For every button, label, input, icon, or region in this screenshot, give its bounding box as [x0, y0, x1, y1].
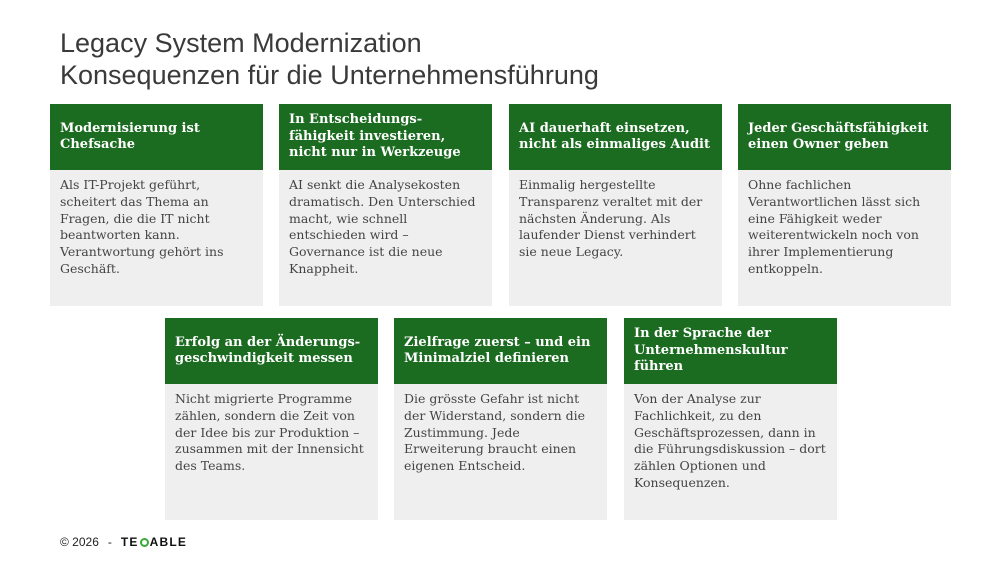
- copyright-text: © 2026: [60, 535, 99, 549]
- card-entscheidungsfaehigkeit: [279, 104, 492, 306]
- card-heading: Jeder Geschäftsfähigkeit einen Owner geben: [738, 104, 951, 170]
- card-body: Als IT-Projekt geführt, scheitert das Thema an Fragen, die die IT nicht beantworten kann. Verantwortung gehört ins Geschäft.: [60, 177, 224, 276]
- card-owner: [738, 104, 951, 306]
- logo-ring-icon: [140, 538, 149, 547]
- card-body: Nicht migrierte Programme zählen, sondern die Zeit von der Idee bis zur Produktion – zusammen mit der Innensicht des Teams.: [175, 391, 364, 474]
- card-heading: AI dauerhaft einsetzen, nicht als einmaliges Audit: [509, 104, 722, 170]
- card-unternehmenskultur: [624, 318, 837, 520]
- footer: [60, 535, 187, 549]
- card-body: Einmalig hergestellte Transparenz veraltet mit der nächsten Änderung. Als laufender Dienst verhindert sie neue Legacy.: [519, 177, 703, 260]
- card-body: Die grösste Gefahr ist nicht der Widerstand, sondern die Zustimmung. Jede Erweiterung braucht einen eigenen Entscheid.: [404, 391, 586, 474]
- footer-separator: -: [107, 535, 112, 549]
- card-heading: In Entscheidungs-fähigkeit investieren, nicht nur in Werkzeuge: [279, 104, 492, 170]
- card-heading: Zielfrage zuerst – und ein Minimalziel definieren: [394, 318, 607, 384]
- card-ai-dauerhaft: [509, 104, 722, 306]
- card-heading: Modernisierung ist Chefsache: [50, 104, 263, 170]
- card-aenderungsgeschwindigkeit: [165, 318, 378, 520]
- slide-title-line-1: Legacy System Modernization: [60, 28, 422, 58]
- slide-title: [60, 27, 599, 91]
- logo-text-left: TE: [120, 535, 139, 549]
- card-heading: In der Sprache der Unternehmenskultur führen: [624, 318, 837, 384]
- company-logo: [121, 535, 187, 549]
- card-body: Von der Analyse zur Fachlichkeit, zu den Geschäftsprozessen, dann in die Führungsdiskussion – dort zählen Optionen und Konsequenzen.: [634, 391, 826, 490]
- card-zielfrage: [394, 318, 607, 520]
- logo-text-right: ABLE: [149, 535, 188, 549]
- slide-title-line-2: Konsequenzen für die Unternehmensführung: [60, 60, 599, 90]
- card-body: AI senkt die Analysekosten dramatisch. Den Unterschied macht, wie schnell entschieden wird – Governance ist die neue Knappheit.: [289, 177, 476, 276]
- card-heading: Erfolg an der Änderungs-geschwindigkeit messen: [165, 318, 378, 384]
- card-chefsache: [50, 104, 263, 306]
- card-body: Ohne fachlichen Verantwortlichen lässt sich eine Fähigkeit weder weiterentwickeln noch von ihrer Implementierung entkoppeln.: [748, 177, 921, 276]
